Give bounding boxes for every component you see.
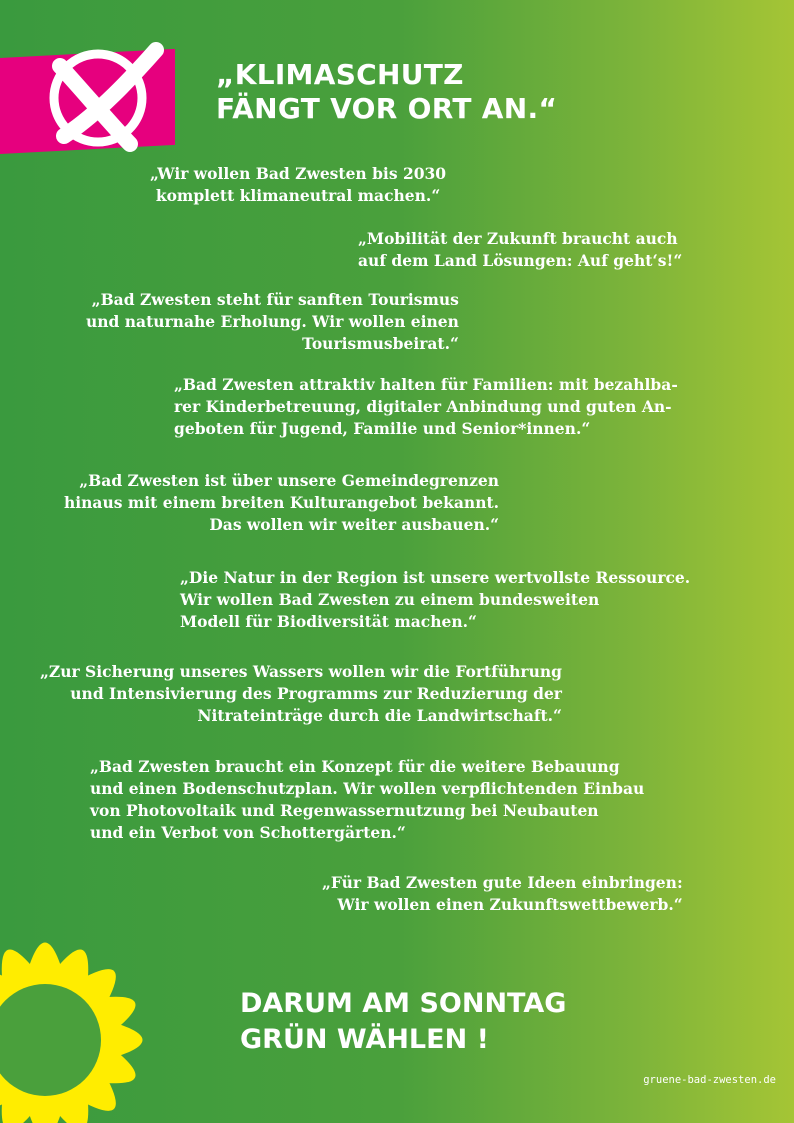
ballot-cross-icon [38, 36, 168, 156]
quote-line: „Mobilität der Zukunft braucht auch [358, 229, 678, 248]
quote-line: und Intensivierung des Programms zur Reduzierung der [70, 684, 562, 703]
quote-ideas [322, 872, 683, 916]
quote-water [40, 661, 562, 727]
quote-line: und ein Verbot von Schottergärten.“ [90, 823, 406, 842]
sunflower-icon [0, 905, 180, 1123]
quote-culture [64, 470, 499, 536]
call-to-action [240, 986, 566, 1058]
quote-families [174, 374, 678, 440]
quote-line: geboten für Jugend, Familie und Senior*innen.“ [174, 419, 591, 438]
quote-line: rer Kinderbetreuung, digitaler Anbindung und guten An- [174, 397, 672, 416]
quote-line: Nitrateinträge durch die Landwirtschaft.“ [197, 706, 562, 725]
quote-line: „Bad Zwesten steht für sanften Tourismus [91, 290, 459, 309]
headline-line-1: „KLIMASCHUTZ [216, 58, 464, 91]
quote-line: „Wir wollen Bad Zwesten bis 2030 [150, 164, 447, 183]
quote-climate-neutral [150, 163, 446, 207]
quote-line: von Photovoltaik und Regenwassernutzung bei Neubauten [90, 801, 599, 820]
quote-line: auf dem Land Lösungen: Auf geht‘s!“ [358, 251, 683, 270]
website-url: gruene-bad-zwesten.de [643, 1074, 776, 1086]
quote-tourism [86, 289, 459, 355]
quote-line: komplett klimaneutral machen.“ [155, 186, 441, 205]
quote-line: hinaus mit einem breiten Kulturangebot bekannt. [64, 493, 500, 512]
quote-line: „Bad Zwesten attraktiv halten für Familien: mit bezahlba- [174, 375, 678, 394]
headline [216, 58, 557, 126]
quote-line: und naturnahe Erholung. Wir wollen einen [86, 312, 459, 331]
quote-mobility [358, 228, 682, 272]
quote-biodiversity [180, 567, 690, 633]
quote-line: „Die Natur in der Region ist unsere wertvollste Ressource. [180, 568, 691, 587]
cta-line-1: DARUM AM SONNTAG [240, 988, 567, 1019]
quote-line: Tourismusbeirat.“ [302, 334, 459, 353]
quote-line: „Zur Sicherung unseres Wassers wollen wir die Fortführung [40, 662, 562, 681]
quote-line: und einen Bodenschutzplan. Wir wollen verpflichtenden Einbau [90, 779, 645, 798]
quote-line: Wir wollen Bad Zwesten zu einem bundesweiten [180, 590, 600, 609]
quote-line: Wir wollen einen Zukunftswettbewerb.“ [337, 895, 683, 914]
quote-line: „Für Bad Zwesten gute Ideen einbringen: [322, 873, 683, 892]
headline-line-2: FÄNGT VOR ORT AN.“ [216, 92, 558, 125]
quote-line: Modell für Biodiversität machen.“ [180, 612, 477, 631]
quote-line: „Bad Zwesten ist über unsere Gemeindegrenzen [79, 471, 500, 490]
quote-line: Das wollen wir weiter ausbauen.“ [209, 515, 500, 534]
quote-building [90, 756, 644, 844]
cta-line-2: GRÜN WÄHLEN ! [240, 1024, 489, 1055]
quote-line: „Bad Zwesten braucht ein Konzept für die weitere Bebauung [90, 757, 620, 776]
